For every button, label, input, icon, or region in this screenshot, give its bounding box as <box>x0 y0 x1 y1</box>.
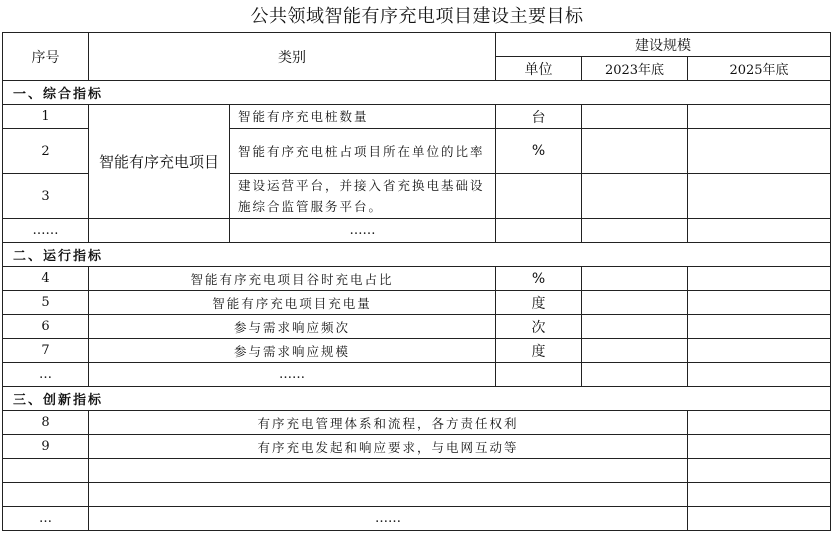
row-2025 <box>688 363 831 387</box>
row-item: …… <box>89 507 688 531</box>
section-row <box>3 81 831 105</box>
row-item: 智能有序充电项目充电量 <box>89 291 496 315</box>
section-title-1: 一、综合指标 <box>3 81 831 105</box>
row-unit: 台 <box>496 105 582 129</box>
row-2023 <box>582 174 688 219</box>
row-2025 <box>688 459 831 483</box>
row-no: 2 <box>3 129 89 174</box>
row-2023 <box>582 267 688 291</box>
row-unit: % <box>496 267 582 291</box>
row-no: 9 <box>3 435 89 459</box>
row-2025 <box>688 507 831 531</box>
header-category: 类别 <box>89 33 496 81</box>
header-2025: 2025年底 <box>688 57 831 81</box>
row-2025 <box>688 219 831 243</box>
row-item: 智能有序充电桩数量 <box>230 105 496 129</box>
header-unit: 单位 <box>496 57 582 81</box>
row-no: 6 <box>3 315 89 339</box>
row-item: 参与需求响应频次 <box>89 315 496 339</box>
section-row <box>3 387 831 411</box>
table-row <box>3 339 831 363</box>
row-item: 参与需求响应规模 <box>89 339 496 363</box>
table-row <box>3 219 831 243</box>
row-unit: % <box>496 129 582 174</box>
row-unit <box>496 363 582 387</box>
row-unit: 次 <box>496 315 582 339</box>
row-unit <box>496 174 582 219</box>
header-row-1 <box>3 33 831 57</box>
row-item: 智能有序充电桩占项目所在单位的比率 <box>230 129 496 174</box>
header-2023: 2023年底 <box>582 57 688 81</box>
section-row <box>3 243 831 267</box>
row-item: 有序充电发起和响应要求，与电网互动等 <box>89 435 688 459</box>
row-no: 7 <box>3 339 89 363</box>
table-row <box>3 315 831 339</box>
table-row <box>3 483 831 507</box>
table-row <box>3 435 831 459</box>
table-row <box>3 459 831 483</box>
row-no: 3 <box>3 174 89 219</box>
row-item: …… <box>89 363 496 387</box>
row-item: 建设运营平台，并接入省充换电基础设施综合监管服务平台。 <box>230 174 496 219</box>
row-unit: 度 <box>496 339 582 363</box>
row-2025 <box>688 339 831 363</box>
table-row <box>3 267 831 291</box>
row-2023 <box>582 315 688 339</box>
row-2025 <box>688 435 831 459</box>
page-title: 公共领域智能有序充电项目建设主要目标 <box>250 6 584 27</box>
table-row <box>3 105 831 129</box>
row-item: …… <box>230 219 496 243</box>
row-2023 <box>582 291 688 315</box>
row-no: 4 <box>3 267 89 291</box>
header-scale: 建设规模 <box>496 33 831 57</box>
row-2025 <box>688 267 831 291</box>
row-2023 <box>582 339 688 363</box>
targets-table <box>2 32 831 531</box>
row-no: 5 <box>3 291 89 315</box>
row-item <box>89 483 688 507</box>
row-2023 <box>582 363 688 387</box>
row-no: … <box>3 507 89 531</box>
row-item: 有序充电管理体系和流程，各方责任权利 <box>89 411 688 435</box>
section-title-2: 二、运行指标 <box>3 243 831 267</box>
row-2023 <box>582 129 688 174</box>
row-no <box>3 483 89 507</box>
row-no: …… <box>3 219 89 243</box>
row-2025 <box>688 105 831 129</box>
row-2025 <box>688 291 831 315</box>
row-2025 <box>688 411 831 435</box>
row-2023 <box>582 105 688 129</box>
row-item <box>89 459 688 483</box>
row-no: … <box>3 363 89 387</box>
row-2025 <box>688 483 831 507</box>
row-no <box>3 459 89 483</box>
row-2025 <box>688 174 831 219</box>
row-unit <box>496 219 582 243</box>
row-2025 <box>688 315 831 339</box>
row-2023 <box>582 219 688 243</box>
table-row <box>3 291 831 315</box>
section-title-3: 三、创新指标 <box>3 387 831 411</box>
row-2025 <box>688 129 831 174</box>
row-item: 智能有序充电项目谷时充电占比 <box>89 267 496 291</box>
row-no: 1 <box>3 105 89 129</box>
row-no: 8 <box>3 411 89 435</box>
header-no: 序号 <box>3 33 89 81</box>
row-unit: 度 <box>496 291 582 315</box>
row-empty <box>89 219 230 243</box>
table-row <box>3 411 831 435</box>
table-row <box>3 507 831 531</box>
table-row <box>3 363 831 387</box>
group-label: 智能有序充电项目 <box>89 105 230 219</box>
